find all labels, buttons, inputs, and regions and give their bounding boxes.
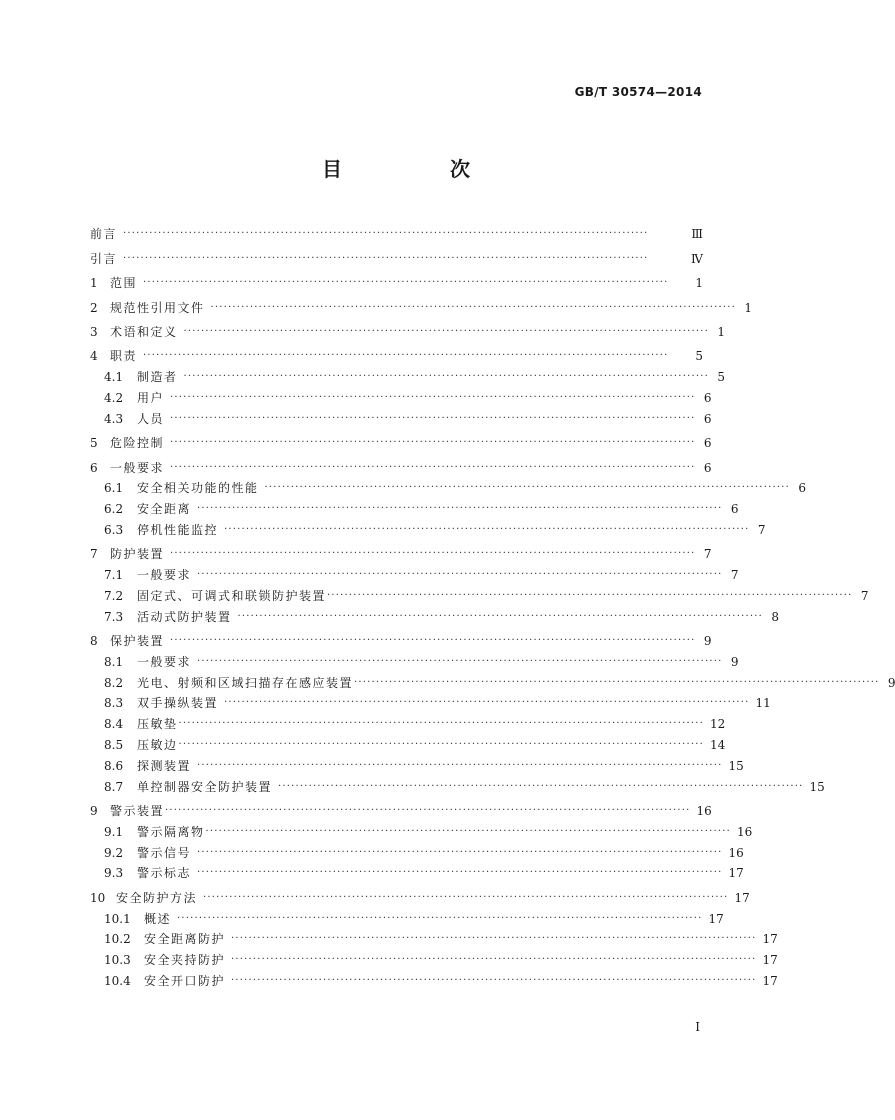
toc-entry[interactable]	[90, 406, 712, 427]
toc-leader-dots: ························································································································	[203, 891, 729, 903]
toc-entry[interactable]	[90, 819, 753, 840]
toc-entry-title: 概述	[144, 911, 172, 926]
toc-entry-page: 7	[757, 522, 766, 537]
toc-entry-page: 9	[887, 675, 895, 690]
toc-leader-dots: ························································································································	[231, 975, 757, 987]
toc-leader-dots: ························································································································	[178, 718, 704, 730]
toc-leader-dots: ························································································································	[178, 739, 704, 751]
toc-entry-page: 6	[703, 411, 712, 426]
toc-entry-page: 6	[703, 436, 712, 451]
toc-entry[interactable]	[90, 670, 895, 691]
toc-entry-number: 8.7	[104, 779, 124, 794]
toc-entry-title: 保护装置	[110, 634, 165, 649]
toc-entry[interactable]	[90, 517, 766, 538]
toc-entry-page: 15	[809, 779, 825, 794]
toc-entry-page: 5	[695, 349, 703, 364]
toc-entry-number: 6	[90, 460, 98, 475]
toc-entry-page: 9	[730, 654, 739, 669]
toc-entry-title: 安全夹持防护	[144, 953, 226, 968]
toc-leader-dots: ························································································································	[197, 846, 723, 858]
toc-entry[interactable]	[90, 732, 726, 753]
toc-entry-number: 8	[90, 634, 98, 649]
toc-entry-page: Ⅳ	[691, 251, 703, 266]
toc-entry[interactable]	[90, 881, 750, 905]
toc-entry-number: 1	[90, 276, 98, 291]
toc-entry-title: 光电、射频和区域扫描存在感应装置	[137, 675, 354, 690]
toc-entry-number: 9	[90, 804, 98, 819]
toc-entry[interactable]	[90, 451, 712, 475]
toc-entry-number: 8.3	[104, 696, 124, 711]
toc-entry-number: 5	[90, 436, 98, 451]
toc-leader-dots: ························································································································	[143, 350, 669, 362]
toc-leader-dots: ························································································································	[197, 867, 723, 879]
toc-entry-title: 单控制器安全防护装置	[137, 779, 273, 794]
toc-entry[interactable]	[90, 242, 703, 266]
toc-leader-dots: ························································································································	[177, 912, 703, 924]
toc-entry-number: 7.3	[104, 609, 124, 624]
toc-entry[interactable]	[90, 774, 825, 795]
toc-entry-number: 2	[90, 300, 98, 315]
toc-leader-dots: ························································································································	[165, 805, 691, 817]
toc-entry-number: 8.2	[104, 675, 124, 690]
toc-entry[interactable]	[90, 795, 712, 819]
toc-leader-dots: ························································································································	[197, 569, 723, 581]
toc-entry-title: 一般要求	[137, 654, 192, 669]
toc-entry-page: 7	[860, 588, 869, 603]
toc-leader-dots: ························································································································	[170, 635, 696, 647]
toc-entry-page: 16	[736, 824, 753, 839]
toc-entry-page: 6	[798, 481, 806, 496]
toc-entry-number: 10.4	[104, 974, 131, 989]
toc-entry-page: 17	[762, 953, 778, 968]
toc-entry-page: 5	[717, 370, 725, 385]
toc-entry-title: 压敏垫	[137, 717, 178, 732]
toc-entry[interactable]	[90, 625, 712, 649]
toc-entry[interactable]	[90, 711, 726, 732]
toc-entry[interactable]	[90, 291, 752, 315]
toc-entry[interactable]	[90, 427, 712, 451]
table-of-contents	[90, 218, 895, 989]
toc-entry-title: 用户	[137, 390, 165, 405]
toc-leader-dots: ························································································································	[224, 697, 750, 709]
toc-entry-page: 6	[703, 460, 712, 475]
toc-entry-page: 17	[762, 974, 778, 989]
toc-entry[interactable]	[90, 340, 703, 364]
toc-entry-title: 双手操纵装置	[137, 696, 219, 711]
toc-leader-dots: ························································································································	[354, 676, 880, 688]
toc-entry-number: 4.3	[104, 411, 124, 426]
toc-entry-page: 11	[755, 696, 771, 711]
toc-leader-dots: ························································································································	[205, 825, 731, 837]
toc-entry-title: 压敏边	[137, 738, 178, 753]
toc-entry-page: 7	[730, 568, 739, 583]
toc-entry-number: 4.1	[104, 370, 124, 385]
toc-entry-title: 安全防护方法	[116, 890, 198, 905]
toc-leader-dots: ························································································································	[170, 461, 696, 473]
toc-entry-number: 6.2	[104, 502, 124, 517]
toc-entry-title: 引言	[90, 251, 118, 266]
toc-entry[interactable]	[90, 691, 771, 712]
toc-entry[interactable]	[90, 649, 739, 670]
toc-entry-title: 警示装置	[110, 804, 165, 819]
toc-entry[interactable]	[90, 604, 779, 625]
toc-entry[interactable]	[90, 316, 725, 340]
toc-entry-title: 规范性引用文件	[110, 300, 205, 315]
toc-entry-title: 警示标志	[137, 866, 192, 881]
toc-entry-number: 7.2	[104, 588, 124, 603]
toc-entry[interactable]	[90, 968, 778, 989]
toc-entry-page: 16	[728, 845, 744, 860]
toc-entry[interactable]	[90, 267, 703, 291]
toc-leader-dots: ························································································································	[170, 437, 696, 449]
toc-entry[interactable]	[90, 927, 778, 948]
toc-entry-number: 7.1	[104, 568, 124, 583]
toc-leader-dots: ························································································································	[170, 391, 696, 403]
toc-entry-title: 术语和定义	[110, 324, 178, 339]
toc-entry-title: 警示信号	[137, 845, 192, 860]
toc-entry-page: 15	[728, 758, 744, 773]
toc-entry-number: 6.3	[104, 522, 124, 537]
toc-leader-dots: ························································································································	[183, 371, 709, 383]
toc-leader-dots: ························································································································	[170, 548, 696, 560]
toc-entry-number: 10.3	[104, 953, 131, 968]
toc-entry-page: 17	[762, 932, 778, 947]
toc-entry-page: 17	[728, 866, 744, 881]
toc-entry-title: 防护装置	[110, 547, 165, 562]
toc-entry-title: 一般要求	[137, 568, 192, 583]
toc-leader-dots: ························································································································	[143, 277, 669, 289]
toc-entry[interactable]	[90, 583, 869, 604]
toc-entry-number: 4	[90, 349, 98, 364]
toc-entry-title: 活动式防护装置	[137, 609, 232, 624]
toc-entry-number: 3	[90, 324, 98, 339]
toc-entry-page: 1	[695, 276, 703, 291]
toc-entry-title: 职责	[110, 349, 138, 364]
toc-leader-dots: ························································································································	[210, 301, 736, 313]
toc-entry[interactable]	[90, 947, 778, 968]
toc-entry-title: 危险控制	[110, 436, 165, 451]
toc-entry-page: 6	[703, 390, 712, 405]
page-title: 目 次	[322, 157, 514, 181]
toc-entry-title: 安全相关功能的性能	[137, 481, 259, 496]
toc-entry-title: 安全距离防护	[144, 932, 226, 947]
toc-entry[interactable]	[90, 538, 712, 562]
toc-entry-title: 范围	[110, 276, 138, 291]
toc-entry-title: 一般要求	[110, 460, 165, 475]
toc-leader-dots: ························································································································	[197, 655, 723, 667]
toc-entry-page: 1	[717, 324, 725, 339]
toc-entry-title: 警示隔离物	[137, 824, 205, 839]
toc-leader-dots: ························································································································	[123, 228, 649, 240]
toc-entry-title: 安全距离	[137, 502, 192, 517]
page-number: I	[695, 1020, 700, 1034]
toc-leader-dots: ························································································································	[327, 589, 853, 601]
toc-entry[interactable]	[90, 496, 739, 517]
toc-entry-title: 人员	[137, 411, 165, 426]
toc-leader-dots: ························································································································	[231, 933, 757, 945]
toc-entry[interactable]	[90, 840, 744, 861]
toc-entry-number: 8.5	[104, 738, 124, 753]
toc-entry-title: 前言	[90, 227, 118, 242]
toc-entry-page: 9	[703, 634, 712, 649]
toc-entry-page: 17	[708, 911, 724, 926]
toc-entry-page: 12	[709, 717, 726, 732]
toc-entry-page: 7	[703, 547, 712, 562]
toc-leader-dots: ························································································································	[183, 325, 709, 337]
toc-entry-title: 安全开口防护	[144, 974, 226, 989]
toc-entry-page: 17	[734, 890, 750, 905]
toc-entry-number: 9.3	[104, 866, 124, 881]
standard-code: GB/T 30574—2014	[574, 85, 702, 99]
toc-entry-number: 8.1	[104, 654, 124, 669]
toc-entry-number: 6.1	[104, 481, 124, 496]
toc-leader-dots: ························································································································	[231, 954, 757, 966]
toc-entry-number: 9.2	[104, 845, 124, 860]
toc-entry-page: 8	[771, 609, 779, 624]
toc-entry-page: 6	[730, 502, 739, 517]
toc-entry-page: 16	[696, 804, 712, 819]
toc-leader-dots: ························································································································	[264, 482, 790, 494]
toc-entry[interactable]	[90, 364, 725, 385]
toc-entry-page: 14	[709, 738, 726, 753]
toc-leader-dots: ························································································································	[197, 503, 723, 515]
toc-entry-number: 10.2	[104, 932, 131, 947]
toc-entry-number: 9.1	[104, 824, 124, 839]
toc-entry-number: 10.1	[104, 911, 131, 926]
toc-entry-page: 1	[744, 300, 752, 315]
toc-leader-dots: ························································································································	[170, 412, 696, 424]
toc-entry-number: 7	[90, 547, 98, 562]
toc-entry-number: 8.4	[104, 717, 124, 732]
toc-entry-title: 制造者	[137, 370, 178, 385]
toc-leader-dots: ························································································································	[197, 759, 723, 771]
toc-leader-dots: ························································································································	[123, 252, 649, 264]
toc-entry[interactable]	[90, 476, 806, 497]
toc-entry-number: 4.2	[104, 390, 124, 405]
toc-entry[interactable]	[90, 385, 712, 406]
toc-entry[interactable]	[90, 906, 724, 927]
toc-leader-dots: ························································································································	[224, 523, 750, 535]
toc-entry[interactable]	[90, 861, 744, 882]
toc-leader-dots: ························································································································	[237, 610, 763, 622]
toc-entry-number: 8.6	[104, 758, 124, 773]
toc-entry[interactable]	[90, 218, 703, 242]
toc-entry[interactable]	[90, 753, 744, 774]
toc-entry-title: 固定式、可调式和联锁防护装置	[137, 588, 327, 603]
toc-leader-dots: ························································································································	[278, 780, 804, 792]
toc-entry-page: Ⅲ	[691, 227, 703, 242]
toc-entry-number: 10	[90, 890, 106, 905]
toc-entry[interactable]	[90, 562, 739, 583]
toc-entry-title: 停机性能监控	[137, 522, 219, 537]
toc-entry-title: 探测装置	[137, 758, 192, 773]
